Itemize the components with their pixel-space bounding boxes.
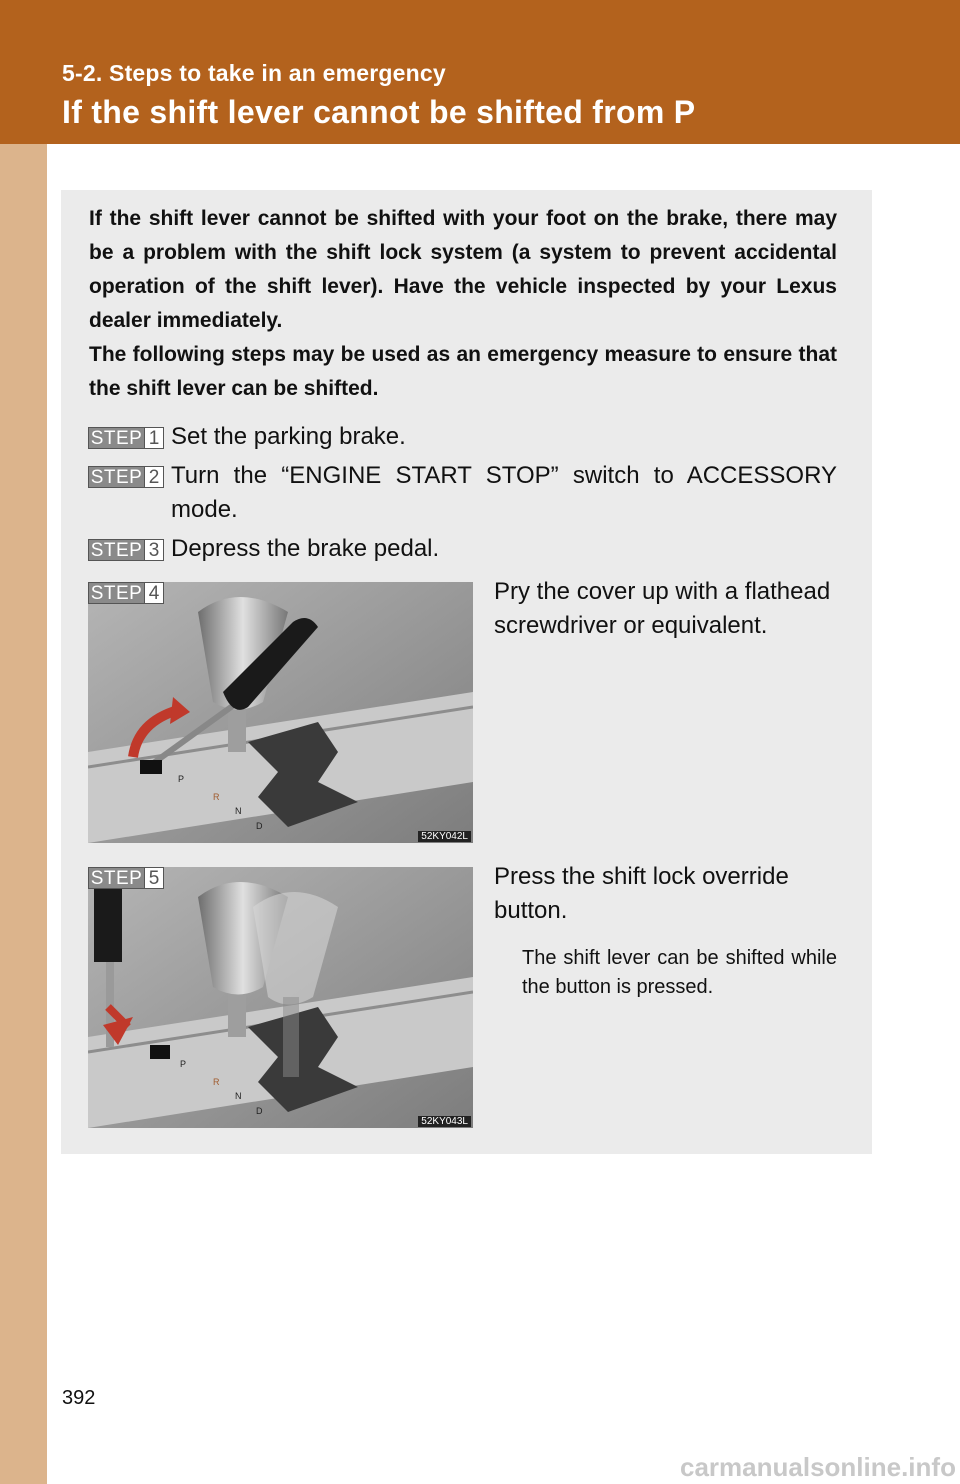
svg-text:D: D: [256, 1106, 263, 1116]
step-badge-3: [88, 539, 164, 561]
step-2-text: Turn the “ENGINE START STOP” switch to ACCESSORY mode.: [171, 462, 837, 523]
step-word: STEP: [90, 467, 143, 488]
step-number: 4: [144, 583, 163, 603]
svg-text:D: D: [256, 821, 263, 831]
intro-paragraph-1: If the shift lever cannot be shifted with your foot on the brake, there may be a problem with the shift lock system (a system to prevent accidental operation of the shift lever). Have the vehicle inspected by your Lexus dealer immediately.: [89, 207, 837, 332]
step-badge-4: [88, 582, 164, 604]
step-number: 2: [144, 467, 163, 487]
step-number: 1: [144, 428, 163, 448]
step-3-text: Depress the brake pedal.: [171, 535, 440, 562]
step-4-text: Pry the cover up with a flathead screwdriver or equivalent.: [494, 578, 831, 639]
step-word: STEP: [90, 868, 143, 889]
intro-paragraph-2: The following steps may be used as an emergency measure to ensure that the shift lever can be shifted.: [89, 343, 837, 400]
shift-lever-pry-illustration: [88, 582, 473, 843]
step-word: STEP: [90, 540, 143, 561]
svg-text:P: P: [178, 774, 185, 784]
step-badge-5: [88, 867, 164, 889]
page-title: If the shift lever cannot be shifted from P: [62, 94, 696, 130]
step-badge-2: [88, 466, 164, 488]
svg-text:N: N: [235, 1091, 242, 1101]
image-code: 52KY042L: [418, 831, 471, 842]
step-5-illustration: [88, 867, 473, 1128]
step-number: 5: [144, 868, 163, 888]
step-5-text: Press the shift lock override button.: [494, 863, 789, 924]
svg-text:N: N: [235, 806, 242, 816]
svg-text:R: R: [213, 1077, 220, 1087]
svg-text:R: R: [213, 792, 220, 802]
watermark: carmanualsonline.info: [680, 1452, 956, 1482]
step-1-text: Set the parking brake.: [171, 423, 406, 450]
section-label: 5-2. Steps to take in an emergency: [62, 60, 446, 86]
shift-lock-override-illustration: [88, 867, 473, 1128]
step-word: STEP: [90, 583, 143, 604]
step-word: STEP: [90, 428, 143, 449]
step-badge-1: [88, 427, 164, 449]
step-number: 3: [144, 540, 163, 560]
page-number: 392: [62, 1387, 96, 1409]
intro-text: [89, 202, 837, 406]
left-margin-strip: [0, 0, 47, 1484]
page-header: [0, 0, 960, 144]
step-4-illustration: [88, 582, 473, 843]
image-code: 52KY043L: [418, 1116, 471, 1127]
svg-text:P: P: [180, 1059, 187, 1069]
step-5-note: The shift lever can be shifted while the button is pressed.: [522, 947, 837, 998]
